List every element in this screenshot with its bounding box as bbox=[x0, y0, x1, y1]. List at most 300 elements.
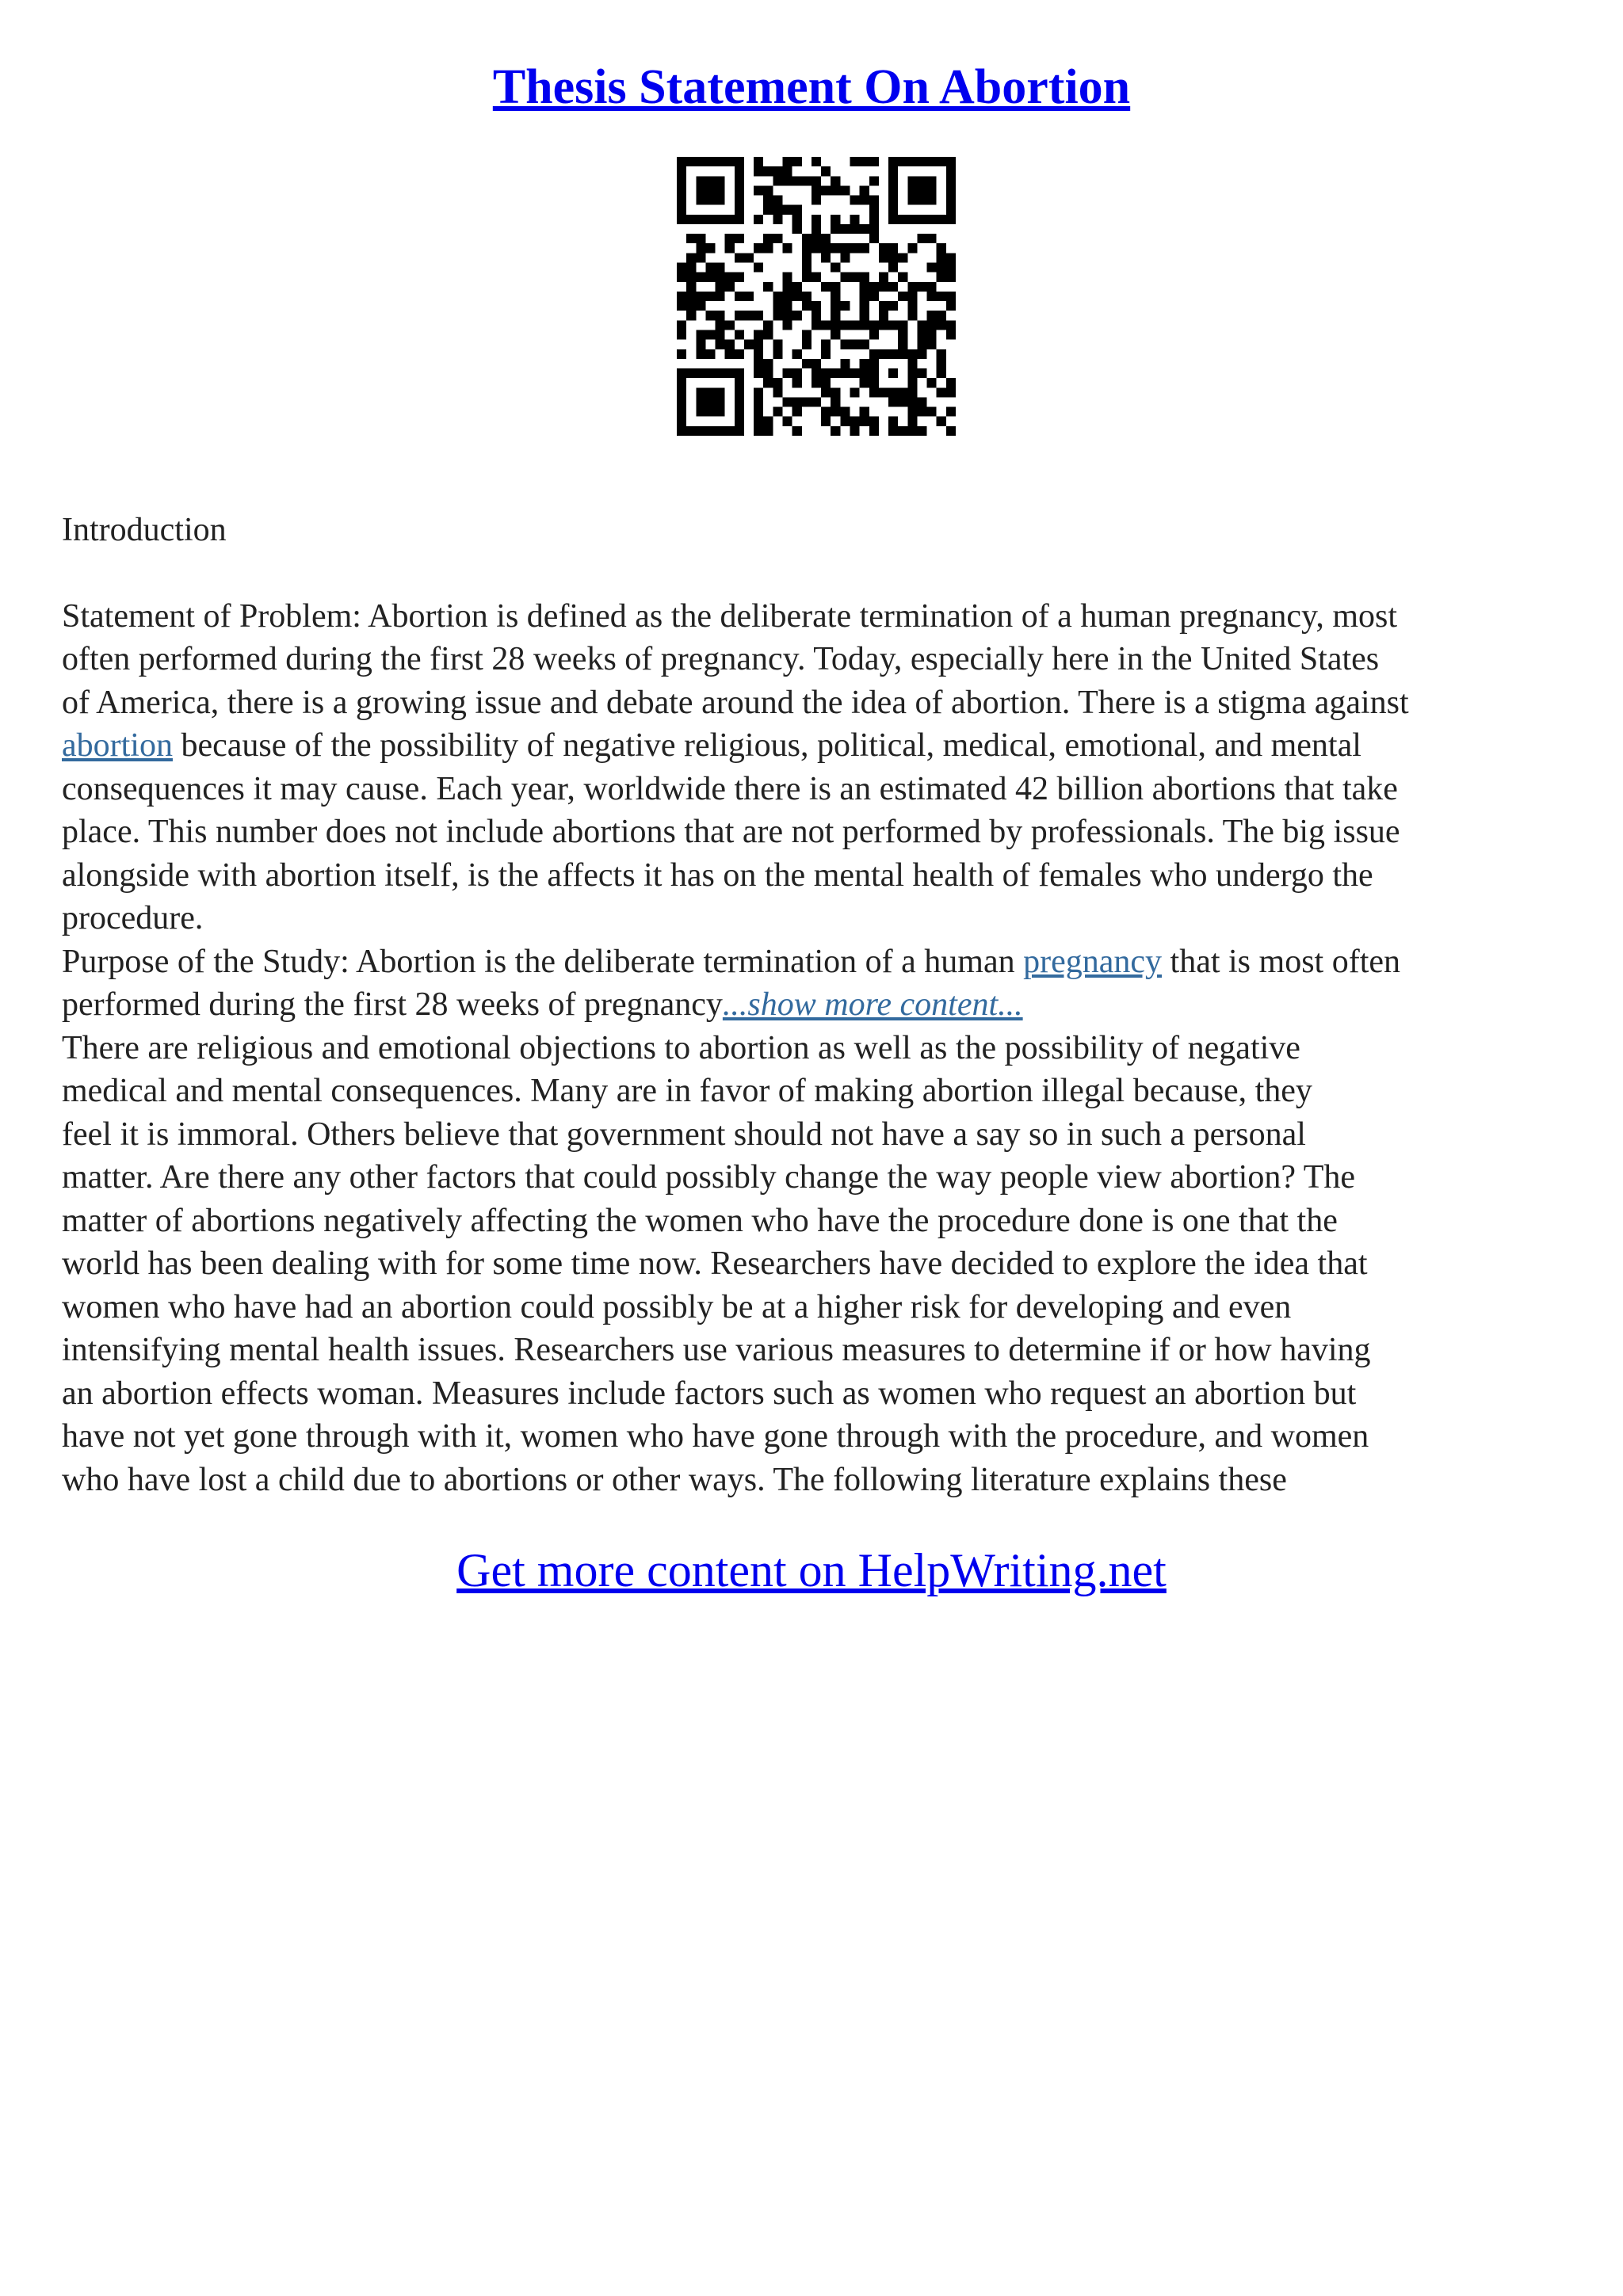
qr-module bbox=[802, 273, 812, 282]
qr-module bbox=[705, 263, 715, 273]
qr-module bbox=[907, 215, 917, 224]
qr-module bbox=[792, 311, 802, 320]
qr-module bbox=[763, 426, 773, 436]
qr-module bbox=[840, 243, 850, 253]
qr-module bbox=[869, 378, 879, 387]
qr-module bbox=[831, 243, 840, 253]
qr-module bbox=[696, 176, 705, 185]
text-line: alongside with abortion itself, is the affects it has on the mental health of females who undergo the bbox=[62, 856, 1373, 894]
qr-module bbox=[763, 368, 773, 378]
qr-module bbox=[754, 417, 763, 426]
qr-module bbox=[907, 397, 917, 406]
qr-module bbox=[840, 359, 850, 368]
show-more-link[interactable]: ...show more content... bbox=[722, 986, 1023, 1023]
qr-module bbox=[735, 426, 744, 436]
qr-module bbox=[677, 205, 686, 215]
qr-module bbox=[821, 417, 831, 426]
qr-module bbox=[783, 301, 792, 311]
qr-module bbox=[898, 340, 907, 349]
qr-module bbox=[792, 282, 802, 292]
qr-module bbox=[705, 407, 715, 417]
qr-module bbox=[937, 253, 946, 262]
qr-module bbox=[937, 368, 946, 378]
qr-module bbox=[812, 368, 821, 378]
qr-module bbox=[686, 311, 696, 320]
problem-paragraph bbox=[62, 595, 1568, 940]
qr-module bbox=[763, 320, 773, 330]
qr-module bbox=[792, 407, 802, 417]
qr-module bbox=[802, 359, 812, 368]
qr-module bbox=[735, 311, 744, 320]
qr-module bbox=[677, 397, 686, 406]
qr-module bbox=[754, 340, 763, 349]
qr-module bbox=[812, 157, 821, 166]
qr-module bbox=[821, 340, 831, 349]
qr-module bbox=[744, 253, 754, 262]
qr-module bbox=[735, 387, 744, 397]
qr-module bbox=[879, 311, 888, 320]
qr-module bbox=[860, 224, 869, 234]
qr-module bbox=[917, 349, 926, 359]
qr-module bbox=[716, 320, 725, 330]
qr-module bbox=[917, 282, 926, 292]
qr-module bbox=[879, 349, 888, 359]
qr-module bbox=[917, 397, 926, 406]
qr-module bbox=[860, 196, 869, 205]
qr-module bbox=[927, 185, 937, 195]
qr-module bbox=[812, 224, 821, 234]
qr-module bbox=[860, 273, 869, 282]
qr-module bbox=[946, 387, 956, 397]
qr-module bbox=[783, 176, 792, 185]
qr-module bbox=[869, 368, 879, 378]
qr-module bbox=[917, 157, 926, 166]
qr-module bbox=[783, 273, 792, 282]
qr-module bbox=[754, 387, 763, 397]
text-line: procedure. bbox=[62, 900, 204, 936]
qr-module bbox=[744, 311, 754, 320]
text-line: medical and mental consequences. Many are in favor of making abortion illegal because, they bbox=[62, 1073, 1312, 1109]
qr-module bbox=[802, 234, 812, 243]
qr-module bbox=[927, 263, 937, 273]
qr-module bbox=[763, 196, 773, 205]
qr-module bbox=[917, 215, 926, 224]
qr-module bbox=[850, 273, 859, 282]
qr-module bbox=[937, 243, 946, 253]
qr-module bbox=[725, 157, 735, 166]
qr-module bbox=[898, 157, 907, 166]
qr-module bbox=[907, 349, 917, 359]
qr-module bbox=[754, 330, 763, 339]
qr-module bbox=[735, 196, 744, 205]
qr-module bbox=[677, 273, 686, 282]
text-line: have not yet gone through with it, women who have gone through with the procedure, and women bbox=[62, 1418, 1369, 1455]
qr-module bbox=[773, 166, 782, 176]
qr-module bbox=[677, 166, 686, 176]
qr-module bbox=[831, 311, 840, 320]
qr-module bbox=[716, 340, 725, 349]
qr-module bbox=[754, 407, 763, 417]
qr-module bbox=[705, 397, 715, 406]
qr-module bbox=[735, 157, 744, 166]
qr-module bbox=[725, 282, 735, 292]
qr-module bbox=[917, 426, 926, 436]
qr-module bbox=[696, 340, 705, 349]
qr-module bbox=[888, 157, 898, 166]
qr-module bbox=[696, 349, 705, 359]
qr-module bbox=[773, 378, 782, 387]
qr-module bbox=[686, 301, 696, 311]
qr-module bbox=[840, 185, 850, 195]
text-fragment: Purpose of the Study: Abortion is the deliberate termination of a human bbox=[62, 943, 1024, 980]
qr-module bbox=[696, 185, 705, 195]
qr-module bbox=[937, 157, 946, 166]
qr-module bbox=[831, 301, 840, 311]
qr-module bbox=[831, 263, 840, 273]
text-line: women who have had an abortion could possibly be at a higher risk for developing and even bbox=[62, 1288, 1292, 1325]
qr-module bbox=[773, 292, 782, 301]
qr-module bbox=[879, 387, 888, 397]
qr-module bbox=[831, 224, 840, 234]
qr-module bbox=[686, 273, 696, 282]
qr-module bbox=[860, 368, 869, 378]
qr-module bbox=[686, 263, 696, 273]
qr-module bbox=[860, 417, 869, 426]
qr-module bbox=[735, 234, 744, 243]
qr-module bbox=[907, 426, 917, 436]
qr-module bbox=[840, 368, 850, 378]
qr-module bbox=[705, 330, 715, 339]
qr-module bbox=[812, 397, 821, 406]
qr-module bbox=[946, 176, 956, 185]
qr-module bbox=[802, 340, 812, 349]
qr-module bbox=[907, 387, 917, 397]
qr-module bbox=[917, 196, 926, 205]
qr-module bbox=[888, 176, 898, 185]
qr-module bbox=[937, 320, 946, 330]
qr-module bbox=[686, 368, 696, 378]
qr-module bbox=[869, 349, 879, 359]
qr-module bbox=[812, 176, 821, 185]
qr-module bbox=[696, 407, 705, 417]
qr-module bbox=[927, 176, 937, 185]
qr-module bbox=[705, 368, 715, 378]
text-line: often performed during the first 28 weeks of pregnancy. Today, especially here in the United States bbox=[62, 641, 1380, 677]
qr-module bbox=[744, 340, 754, 349]
qr-module bbox=[869, 417, 879, 426]
qr-module bbox=[677, 387, 686, 397]
qr-module bbox=[792, 378, 802, 387]
text-line: of America, there is a growing issue and debate around the idea of abortion. There is a stigma against bbox=[62, 684, 1409, 721]
qr-module bbox=[783, 397, 792, 406]
qr-module bbox=[869, 359, 879, 368]
qr-module bbox=[705, 185, 715, 195]
qr-module bbox=[754, 215, 763, 224]
qr-module bbox=[812, 185, 821, 195]
text-line: an abortion effects woman. Measures include factors such as women who request an abortion but bbox=[62, 1375, 1357, 1412]
qr-module bbox=[860, 185, 869, 195]
qr-module bbox=[725, 340, 735, 349]
qr-module bbox=[716, 273, 725, 282]
text-line: feel it is immoral. Others believe that government should not have a say so in such a personal bbox=[62, 1116, 1306, 1153]
qr-module bbox=[869, 320, 879, 330]
qr-module bbox=[879, 301, 888, 311]
qr-module bbox=[888, 253, 898, 262]
qr-module bbox=[917, 234, 926, 243]
qr-module bbox=[812, 215, 821, 224]
qr-module bbox=[792, 368, 802, 378]
qr-module bbox=[907, 359, 917, 368]
qr-module bbox=[907, 292, 917, 301]
qr-module bbox=[686, 426, 696, 436]
qr-module bbox=[831, 185, 840, 195]
text-fragment: that is most often bbox=[1162, 943, 1401, 980]
qr-module bbox=[850, 387, 859, 397]
qr-module bbox=[716, 215, 725, 224]
text-line bbox=[62, 724, 1568, 768]
qr-module bbox=[705, 387, 715, 397]
qr-module bbox=[754, 426, 763, 436]
qr-module bbox=[802, 292, 812, 301]
qr-module bbox=[888, 349, 898, 359]
qr-module bbox=[869, 426, 879, 436]
qr-module bbox=[773, 176, 782, 185]
qr-module bbox=[773, 205, 782, 215]
qr-module bbox=[705, 292, 715, 301]
qr-module bbox=[869, 224, 879, 234]
title-link[interactable]: Thesis Statement On Abortion bbox=[492, 60, 1131, 114]
qr-module bbox=[917, 320, 926, 330]
qr-module bbox=[888, 301, 898, 311]
qr-module bbox=[725, 243, 735, 253]
qr-module bbox=[735, 253, 744, 262]
qr-module bbox=[946, 330, 956, 339]
qr-module bbox=[754, 311, 763, 320]
qr-module bbox=[927, 340, 937, 349]
body-paragraph bbox=[62, 1027, 1568, 1502]
qr-module bbox=[927, 378, 937, 387]
qr-module bbox=[812, 320, 821, 330]
qr-module bbox=[735, 407, 744, 417]
qr-module bbox=[860, 157, 869, 166]
qr-module bbox=[927, 215, 937, 224]
intro-heading: Introduction bbox=[62, 512, 227, 548]
qr-module bbox=[946, 205, 956, 215]
qr-module bbox=[763, 185, 773, 195]
qr-module bbox=[937, 215, 946, 224]
qr-module bbox=[946, 253, 956, 262]
qr-module bbox=[869, 205, 879, 215]
qr-module bbox=[946, 407, 956, 417]
qr-module bbox=[850, 417, 859, 426]
qr-module bbox=[735, 368, 744, 378]
qr-module bbox=[754, 157, 763, 166]
qr-module bbox=[869, 282, 879, 292]
qr-module bbox=[927, 196, 937, 205]
qr-module bbox=[888, 320, 898, 330]
qr-module bbox=[869, 234, 879, 243]
qr-module bbox=[831, 292, 840, 301]
qr-module bbox=[686, 215, 696, 224]
qr-module bbox=[937, 417, 946, 426]
qr-module bbox=[927, 157, 937, 166]
qr-module bbox=[907, 417, 917, 426]
qr-module bbox=[716, 397, 725, 406]
qr-module bbox=[821, 185, 831, 195]
qr-module bbox=[937, 359, 946, 368]
qr-module bbox=[716, 282, 725, 292]
qr-module bbox=[840, 273, 850, 282]
qr-module bbox=[763, 330, 773, 339]
qr-module bbox=[946, 157, 956, 166]
qr-module bbox=[812, 196, 821, 205]
qr-module bbox=[821, 387, 831, 397]
qr-module bbox=[773, 196, 782, 205]
qr-module bbox=[686, 157, 696, 166]
qr-module bbox=[888, 282, 898, 292]
qr-module bbox=[696, 301, 705, 311]
qr-module bbox=[763, 205, 773, 215]
qr-module bbox=[725, 349, 735, 359]
qr-module bbox=[716, 185, 725, 195]
qr-module bbox=[783, 320, 792, 330]
qr-module bbox=[937, 387, 946, 397]
qr-module bbox=[686, 253, 696, 262]
qr-module bbox=[821, 407, 831, 417]
qr-module bbox=[705, 196, 715, 205]
qr-module bbox=[716, 263, 725, 273]
qr-module bbox=[821, 349, 831, 359]
qr-module bbox=[917, 330, 926, 339]
qr-module bbox=[907, 282, 917, 292]
qr-module bbox=[888, 368, 898, 378]
qr-module bbox=[705, 426, 715, 436]
qr-module bbox=[831, 320, 840, 330]
qr-module bbox=[831, 215, 840, 224]
qr-module bbox=[677, 349, 686, 359]
qr-module bbox=[735, 273, 744, 282]
qr-module bbox=[725, 320, 735, 330]
qr-module bbox=[831, 282, 840, 292]
qr-module bbox=[754, 397, 763, 406]
purpose-paragraph bbox=[62, 940, 1568, 1027]
qr-module bbox=[735, 166, 744, 176]
qr-module bbox=[783, 157, 792, 166]
text-line: who have lost a child due to abortions or other ways. The following literature explains these bbox=[62, 1461, 1287, 1498]
qr-module bbox=[773, 311, 782, 320]
qr-module bbox=[812, 234, 821, 243]
qr-module bbox=[705, 311, 715, 320]
qr-module bbox=[696, 253, 705, 262]
qr-module bbox=[763, 234, 773, 243]
qr-module bbox=[677, 407, 686, 417]
qr-module bbox=[898, 330, 907, 339]
qr-module bbox=[860, 320, 869, 330]
qr-module bbox=[792, 349, 802, 359]
abortion-link[interactable]: abortion bbox=[62, 727, 173, 764]
qr-module bbox=[850, 368, 859, 378]
text-fragment: because of the possibility of negative religious, political, medical, emotional, and mental bbox=[172, 727, 1361, 764]
qr-module bbox=[735, 205, 744, 215]
qr-module bbox=[840, 417, 850, 426]
qr-module bbox=[696, 157, 705, 166]
qr-module bbox=[927, 311, 937, 320]
qr-module bbox=[907, 157, 917, 166]
qr-module bbox=[888, 205, 898, 215]
qr-module bbox=[686, 282, 696, 292]
qr-module bbox=[917, 185, 926, 195]
text-line: intensifying mental health issues. Researchers use various measures to determine if or how having bbox=[62, 1332, 1371, 1368]
qr-module bbox=[946, 166, 956, 176]
qr-module bbox=[754, 263, 763, 273]
qr-module bbox=[802, 301, 812, 311]
qr-module bbox=[677, 185, 686, 195]
qr-module bbox=[821, 378, 831, 387]
pregnancy-link[interactable]: pregnancy bbox=[1023, 943, 1163, 980]
qr-module bbox=[677, 176, 686, 185]
qr-module bbox=[716, 196, 725, 205]
qr-module bbox=[802, 176, 812, 185]
qr-module bbox=[735, 185, 744, 195]
qr-code-icon bbox=[677, 157, 956, 436]
page-title bbox=[0, 57, 1623, 117]
qr-module bbox=[686, 234, 696, 243]
qr-module bbox=[677, 330, 686, 339]
qr-module bbox=[677, 263, 686, 273]
qr-module bbox=[725, 426, 735, 436]
qr-module bbox=[869, 196, 879, 205]
text-line: place. This number does not include abortions that are not performed by professionals. The big issue bbox=[62, 814, 1400, 850]
qr-module bbox=[677, 157, 686, 166]
qr-module bbox=[735, 349, 744, 359]
qr-module bbox=[946, 426, 956, 436]
qr-module bbox=[716, 176, 725, 185]
qr-module bbox=[850, 243, 859, 253]
qr-module bbox=[907, 301, 917, 311]
qr-module bbox=[802, 397, 812, 406]
qr-module bbox=[754, 368, 763, 378]
qr-module bbox=[907, 176, 917, 185]
qr-module bbox=[850, 426, 859, 436]
qr-module bbox=[696, 234, 705, 243]
qr-module bbox=[946, 263, 956, 273]
qr-module bbox=[725, 368, 735, 378]
qr-module bbox=[888, 196, 898, 205]
qr-module bbox=[917, 176, 926, 185]
qr-module bbox=[812, 273, 821, 282]
qr-module bbox=[773, 234, 782, 243]
qr-module bbox=[898, 349, 907, 359]
qr-module bbox=[802, 330, 812, 339]
qr-module bbox=[869, 292, 879, 301]
qr-module bbox=[840, 253, 850, 262]
qr-module bbox=[869, 330, 879, 339]
qr-module bbox=[773, 215, 782, 224]
qr-module bbox=[705, 349, 715, 359]
qr-module bbox=[869, 157, 879, 166]
qr-module bbox=[735, 330, 744, 339]
qr-module bbox=[792, 205, 802, 215]
qr-module bbox=[937, 311, 946, 320]
qr-module bbox=[888, 263, 898, 273]
qr-module bbox=[860, 311, 869, 320]
qr-module bbox=[937, 349, 946, 359]
qr-module bbox=[840, 320, 850, 330]
helpwriting-link[interactable]: Get more content on HelpWriting.net bbox=[456, 1544, 1167, 1596]
qr-module bbox=[763, 166, 773, 176]
qr-module bbox=[783, 311, 792, 320]
qr-module bbox=[898, 426, 907, 436]
